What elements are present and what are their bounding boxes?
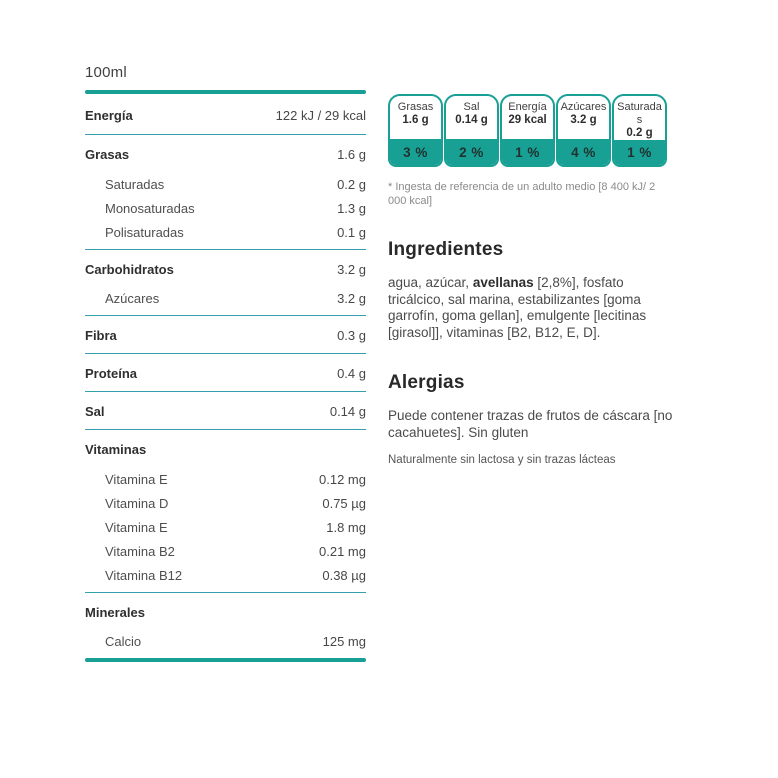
daily-reference-badges (388, 94, 667, 167)
row-value: 3.2 g (337, 291, 366, 306)
fats-group (85, 135, 366, 250)
table-row (85, 354, 366, 391)
table-row (85, 515, 366, 539)
row-value: 0.2 g (337, 176, 366, 192)
row-value: 0.14 g (329, 404, 366, 419)
badge-name: Azúcares (560, 101, 607, 113)
allergies-text: Puede contener trazas de frutos de cáscara [no cacahuetes]. Sin gluten (388, 408, 673, 440)
badge-value: 0.14 g (455, 114, 488, 126)
row-value: 0.12 mg (319, 471, 366, 487)
badge-percent: 4 % (558, 139, 609, 165)
reference-badge-sal (444, 94, 499, 167)
serving-size-label: 100ml (85, 64, 127, 81)
row-value: 125 mg (322, 634, 366, 649)
row-label: Sal (85, 404, 105, 419)
row-label: Vitaminas (85, 442, 147, 457)
table-row (85, 430, 366, 467)
table-row (85, 392, 366, 429)
badge-name: Saturadas (617, 101, 662, 126)
row-label: Proteína (85, 366, 138, 381)
row-label: Vitamina B2 (105, 543, 175, 559)
reference-footnote: * Ingesta de referencia de un adulto medio [8 400 kJ/ 2 000 kcal] (388, 181, 656, 207)
row-label: Vitamina E (105, 519, 168, 535)
table-row (85, 316, 366, 353)
row-label: Vitamina E (105, 471, 168, 487)
row-value: 0.3 g (337, 328, 366, 343)
table-row (85, 467, 366, 491)
carbs-group (85, 250, 366, 317)
row-label: Fibra (85, 328, 117, 343)
reference-badge-azucares (556, 94, 611, 167)
allergies-heading: Alergias (388, 372, 465, 393)
row-value: 0.75 µg (322, 495, 366, 511)
reference-badge-energia (500, 94, 555, 167)
table-row (85, 135, 366, 172)
table-row (85, 220, 366, 249)
row-value: 0.4 g (337, 366, 366, 381)
row-label: Saturadas (105, 176, 165, 192)
table-row (85, 196, 366, 220)
row-value: 3.2 g (337, 261, 366, 277)
table-row (85, 94, 366, 134)
table-row (85, 491, 366, 515)
badge-value: 0.2 g (626, 127, 653, 139)
badge-percent: 1 % (502, 139, 553, 165)
reference-badge-grasas (388, 94, 443, 167)
table-row (85, 539, 366, 563)
badge-percent: 3 % (390, 139, 441, 165)
row-value: 0.38 µg (322, 567, 366, 583)
table-row (85, 287, 366, 316)
protein-group (85, 354, 366, 392)
row-label: Vitamina B12 (105, 567, 183, 583)
badge-top (558, 96, 609, 127)
badge-percent: 2 % (446, 139, 497, 165)
row-label: Polisaturadas (105, 224, 184, 240)
row-value: 0.21 mg (319, 543, 366, 559)
table-bottom-bar (85, 658, 366, 662)
row-label: Carbohidratos (85, 261, 174, 277)
salt-group (85, 392, 366, 430)
row-label: Monosaturadas (105, 200, 195, 216)
row-label: Azúcares (105, 291, 160, 306)
fiber-group (85, 316, 366, 354)
badge-top (390, 96, 441, 127)
badge-percent: 1 % (614, 140, 665, 165)
row-value: 1.8 mg (326, 519, 366, 535)
row-label: Grasas (85, 147, 130, 162)
badge-value: 29 kcal (508, 114, 547, 126)
row-value: 0.1 g (337, 224, 366, 240)
ingredients-allergen-bold: avellanas (472, 275, 534, 290)
row-label: Vitamina D (105, 495, 169, 511)
row-label: Energía (85, 108, 133, 123)
reference-badge-saturadas (612, 94, 667, 167)
badge-name: Sal (463, 101, 480, 113)
nutrition-table (85, 64, 366, 662)
vitamins-group (85, 430, 366, 593)
ingredients-text-pre: agua, azúcar, (388, 275, 473, 290)
lactose-note: Naturalmente sin lactosa y sin trazas lácteas (388, 454, 616, 466)
minerals-group (85, 593, 366, 659)
table-row (85, 630, 366, 659)
row-label: Minerales (85, 604, 145, 620)
row-value: 1.6 g (337, 147, 366, 162)
badge-name: Grasas (397, 101, 434, 113)
table-row (85, 172, 366, 196)
table-row (85, 250, 366, 287)
table-row (85, 563, 366, 592)
ingredients-text (388, 275, 676, 341)
row-value: 122 kJ / 29 kcal (275, 108, 366, 123)
badge-top (446, 96, 497, 127)
badge-top (502, 96, 553, 127)
table-row (85, 593, 366, 630)
row-value: 1.3 g (337, 200, 366, 216)
badge-value: 1.6 g (402, 114, 429, 126)
energy-group (85, 94, 366, 135)
row-label: Calcio (105, 634, 142, 649)
badge-value: 3.2 g (570, 114, 597, 126)
ingredients-heading: Ingredientes (388, 239, 504, 260)
ingredients-text-post: [2,8%], fosfato tricálcico, sal marina, estabilizantes [goma garrofín, goma gellan], emulgente [lecitinas [girasol]], vitaminas [B2, B12, E, D]. (388, 275, 647, 340)
badge-name: Energía (508, 101, 547, 113)
badge-top (614, 96, 665, 140)
